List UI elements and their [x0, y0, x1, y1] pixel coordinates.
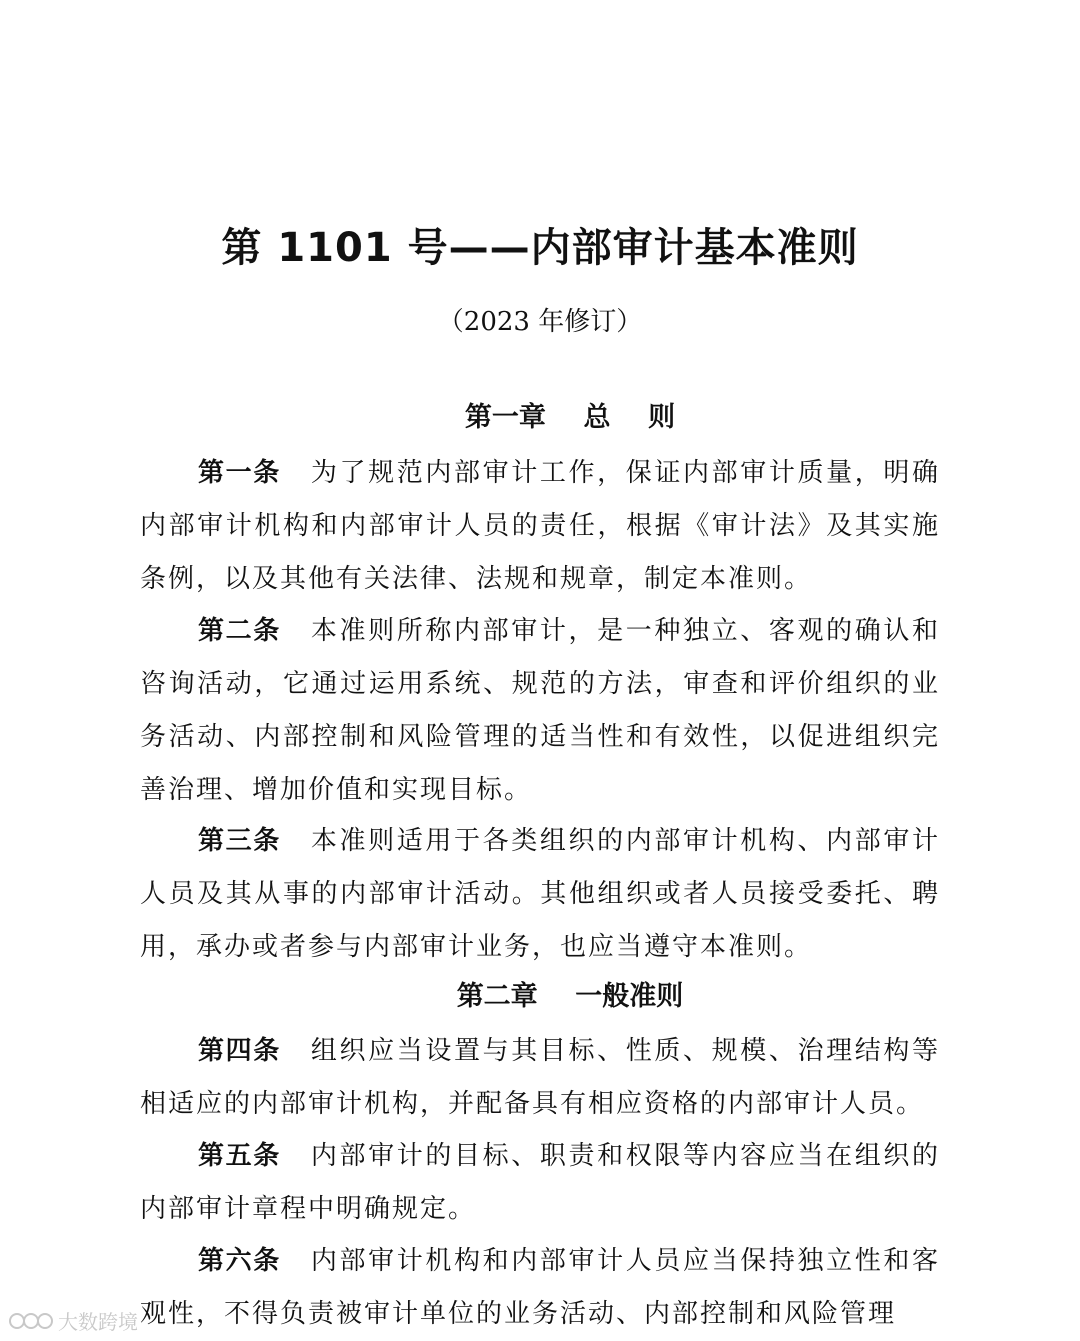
article-paragraph — [140, 1235, 940, 1341]
document-subtitle: （2023 年修订） — [437, 307, 643, 337]
article-number: 第五条 — [198, 1141, 281, 1171]
article-paragraph — [140, 815, 940, 974]
article-paragraph — [140, 447, 940, 606]
article-number: 第一条 — [198, 458, 281, 488]
watermark-text: 大数跨境 — [58, 1310, 138, 1334]
article-text: 为了规范内部审计工作，保证内部审计质量，明确内部审计机构和内部审计人员的责任，根据《审计法》及其实施条例，以及其他有关法律、法规和规章，制定本准则。 — [140, 458, 940, 594]
article-number: 第二条 — [198, 616, 281, 646]
article-number: 第四条 — [198, 1036, 281, 1066]
article-text: 内部审计机构和内部审计人员应当保持独立性和客观性，不得负责被审计单位的业务活动、内部控制和风险管理 — [140, 1246, 940, 1329]
watermark-logo-icon — [8, 1310, 54, 1332]
article-text: 本准则适用于各类组织的内部审计机构、内部审计人员及其从事的内部审计活动。其他组织或者人员接受委托、聘用，承办或者参与内部审计业务，也应当遵守本准则。 — [140, 826, 940, 962]
document-title: 第 1101 号——内部审计基本准则 — [221, 225, 859, 271]
chapter-heading: 第一章 总 则 — [464, 402, 676, 433]
article-paragraph — [140, 605, 940, 817]
article-text: 内部审计的目标、职责和权限等内容应当在组织的内部审计章程中明确规定。 — [140, 1141, 940, 1224]
article-paragraph — [140, 1025, 940, 1131]
watermark — [8, 1306, 138, 1335]
article-text: 组织应当设置与其目标、性质、规模、治理结构等相适应的内部审计机构，并配备具有相应资格的内部审计人员。 — [140, 1036, 940, 1119]
chapter-heading: 第二章 一般准则 — [456, 981, 684, 1012]
article-text: 本准则所称内部审计，是一种独立、客观的确认和咨询活动，它通过运用系统、规范的方法，审查和评价组织的业务活动、内部控制和风险管理的适当性和有效性，以促进组织完善治理、增加价值和实现目标。 — [140, 616, 940, 805]
article-paragraph — [140, 1130, 940, 1236]
article-number: 第六条 — [198, 1246, 281, 1276]
article-number: 第三条 — [198, 826, 281, 856]
